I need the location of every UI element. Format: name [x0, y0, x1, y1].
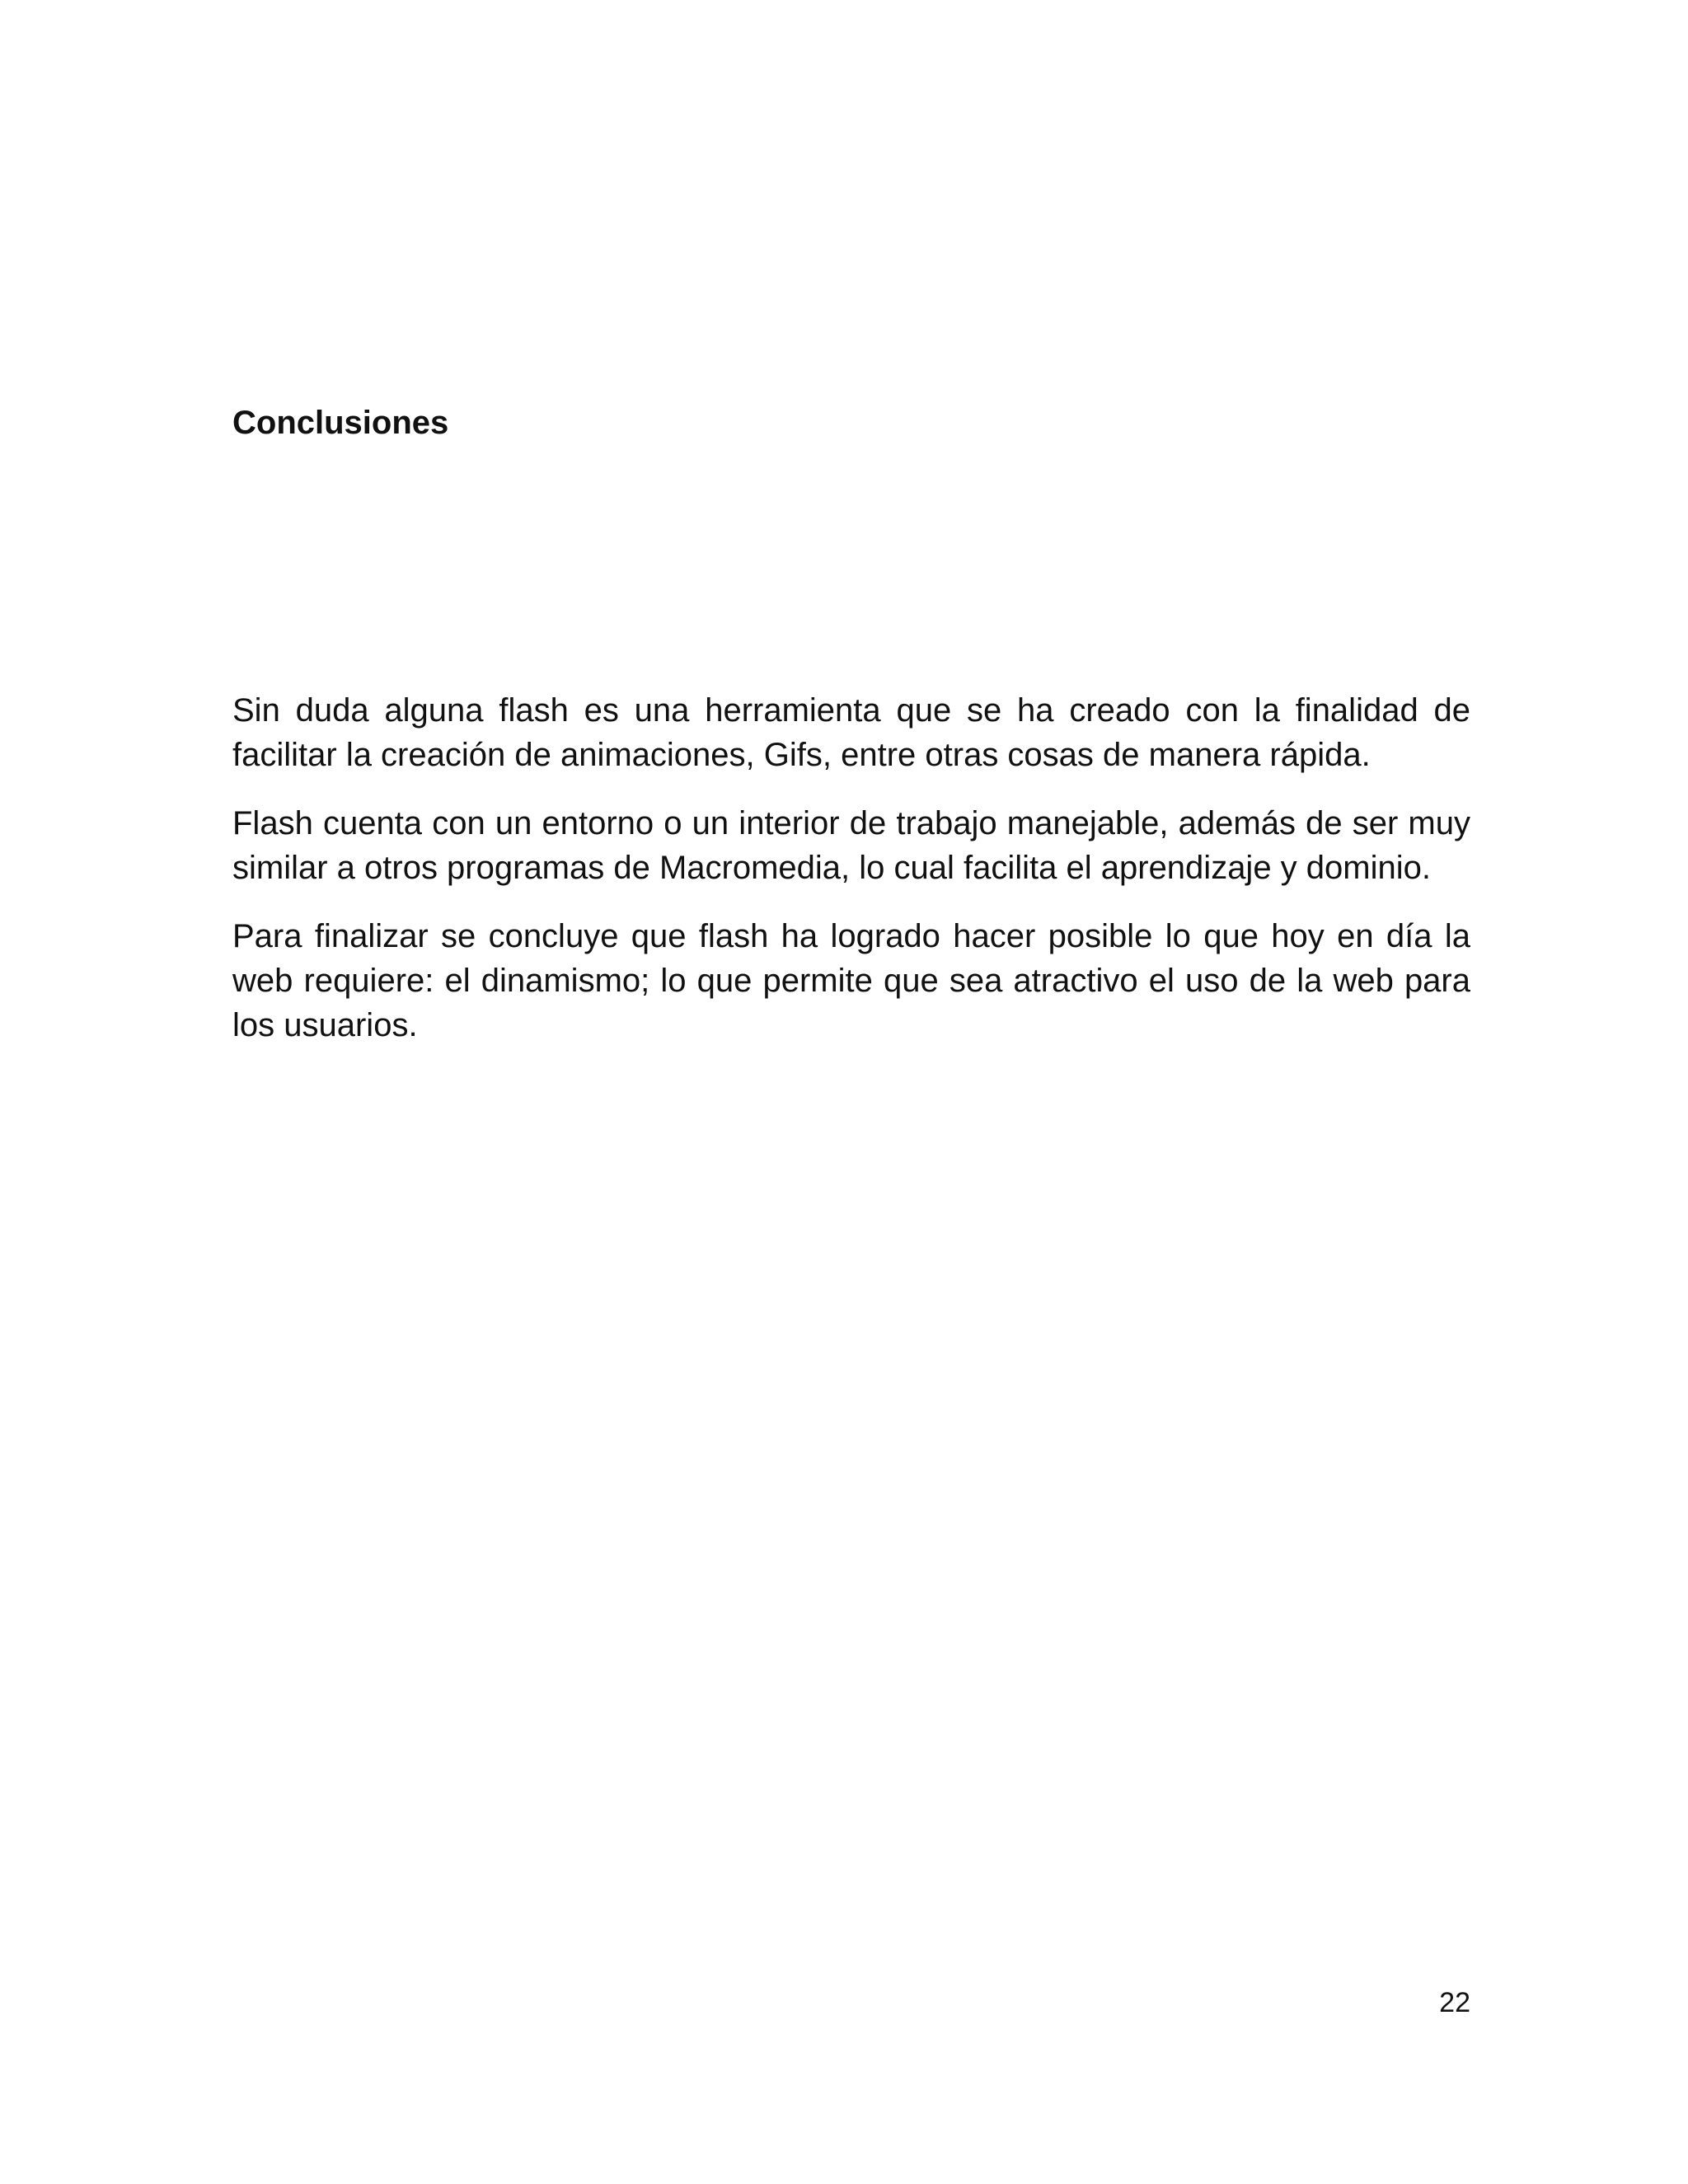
paragraph-1: Sin duda alguna flash es una herramienta que se ha creado con la finalidad de facilitar la creación de animaciones, Gifs, entre otras cosas de manera rápida.: [232, 692, 1470, 773]
page-number: 22: [1439, 1987, 1470, 2018]
paragraph-2: Flash cuenta con un entorno o un interior de trabajo manejable, además de ser muy similar a otros programas de Macromedia, lo cual facilita el aprendizaje y dominio.: [232, 805, 1470, 886]
paragraph-3: Para finalizar se concluye que flash ha logrado hacer posible lo que hoy en día la web requiere: el dinamismo; lo que permite que sea atractivo el uso de la web para los usuarios.: [232, 918, 1470, 1043]
body-text: [232, 688, 1470, 1047]
section-heading: Conclusiones: [232, 405, 449, 441]
